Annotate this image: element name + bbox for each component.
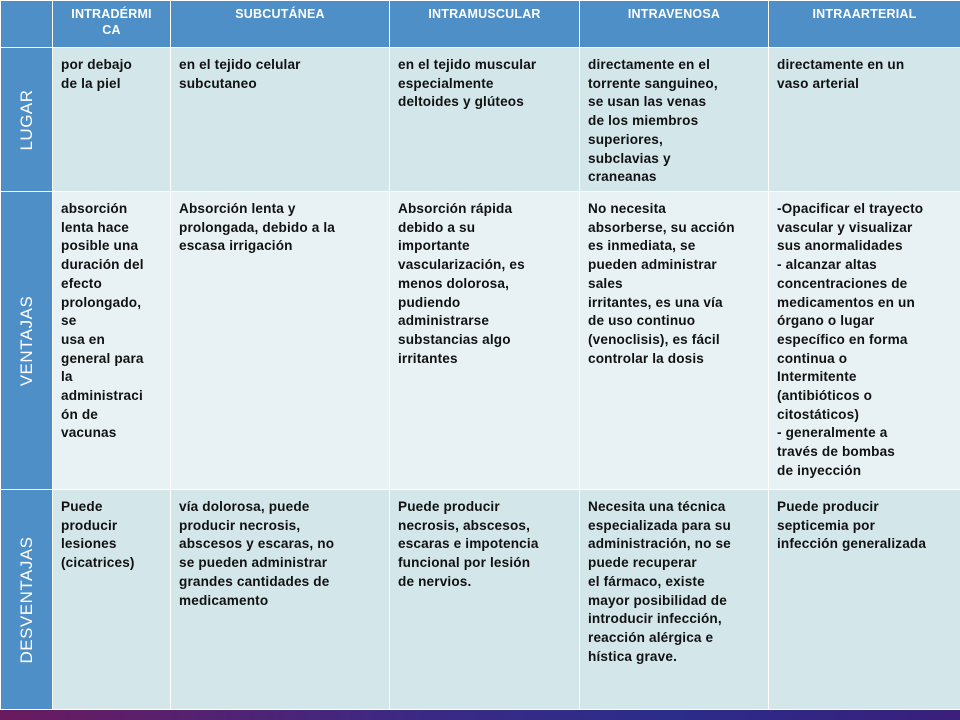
table-cell: Puede producir necrosis, abscesos, escaras e impotencia funcional por lesión de nervios. (390, 490, 580, 710)
table-cell: -Opacificar el trayecto vascular y visualizar sus anormalidades - alcanzar altas concentraciones de medicamentos en un órgano o lugar específico en forma continua o Intermitente (antibióticos o citostáticos) - generalmente a través de bombas de inyección (769, 192, 960, 490)
header-intravenosa: INTRAVENOSA (580, 1, 769, 48)
row-header-desventajas (1, 490, 53, 710)
table-row-lugar (1, 48, 960, 192)
table-cell: Necesita una técnica especializada para su administración, no se puede recuperar el fármaco, existe mayor posibilidad de introducir infección, reacción alérgica e hística grave. (580, 490, 769, 710)
table-cell: en el tejido muscular especialmente deltoides y glúteos (390, 48, 580, 192)
table-cell: Puede producir septicemia por infección generalizada (769, 490, 960, 710)
table-cell: Absorción rápida debido a su importante vascularización, es menos dolorosa, pudiendo administrarse substancias algo irritantes (390, 192, 580, 490)
row-label-ventajas: VENTAJAS (16, 295, 36, 386)
table-cell: Absorción lenta y prolongada, debido a la escasa irrigación (171, 192, 390, 490)
table-cell: directamente en un vaso arterial (769, 48, 960, 192)
table-cell: No necesita absorberse, su acción es inmediata, se pueden administrar sales irritantes, es una vía de uso continuo (venoclisis), es fácil controlar la dosis (580, 192, 769, 490)
row-header-lugar (1, 48, 53, 192)
header-row (1, 1, 960, 48)
bottom-gradient-bar (0, 710, 960, 720)
table-cell: Puede producir lesiones (cicatrices) (53, 490, 171, 710)
header-corner (1, 1, 53, 48)
header-intradermica: INTRADÉRMI CA (53, 1, 171, 48)
header-intramuscular: INTRAMUSCULAR (390, 1, 580, 48)
table-cell: absorción lenta hace posible una duración del efecto prolongado, se usa en general para la administraci ón de vacunas (53, 192, 171, 490)
row-label-desventajas: DESVENTAJAS (16, 535, 36, 664)
table-cell: directamente en el torrente sanguineo, se usan las venas de los miembros superiores, subclavias y craneanas (580, 48, 769, 192)
header-subcutanea: SUBCUTÁNEA (171, 1, 390, 48)
header-intraarterial: INTRAARTERIAL (769, 1, 960, 48)
table-row-desventajas (1, 490, 960, 710)
table-cell: en el tejido celular subcutaneo (171, 48, 390, 192)
row-label-lugar: LUGAR (16, 88, 36, 151)
table-cell: por debajo de la piel (53, 48, 171, 192)
table-cell: vía dolorosa, puede producir necrosis, abscesos y escaras, no se pueden administrar grandes cantidades de medicamento (171, 490, 390, 710)
table-row-ventajas (1, 192, 960, 490)
row-header-ventajas (1, 192, 53, 490)
